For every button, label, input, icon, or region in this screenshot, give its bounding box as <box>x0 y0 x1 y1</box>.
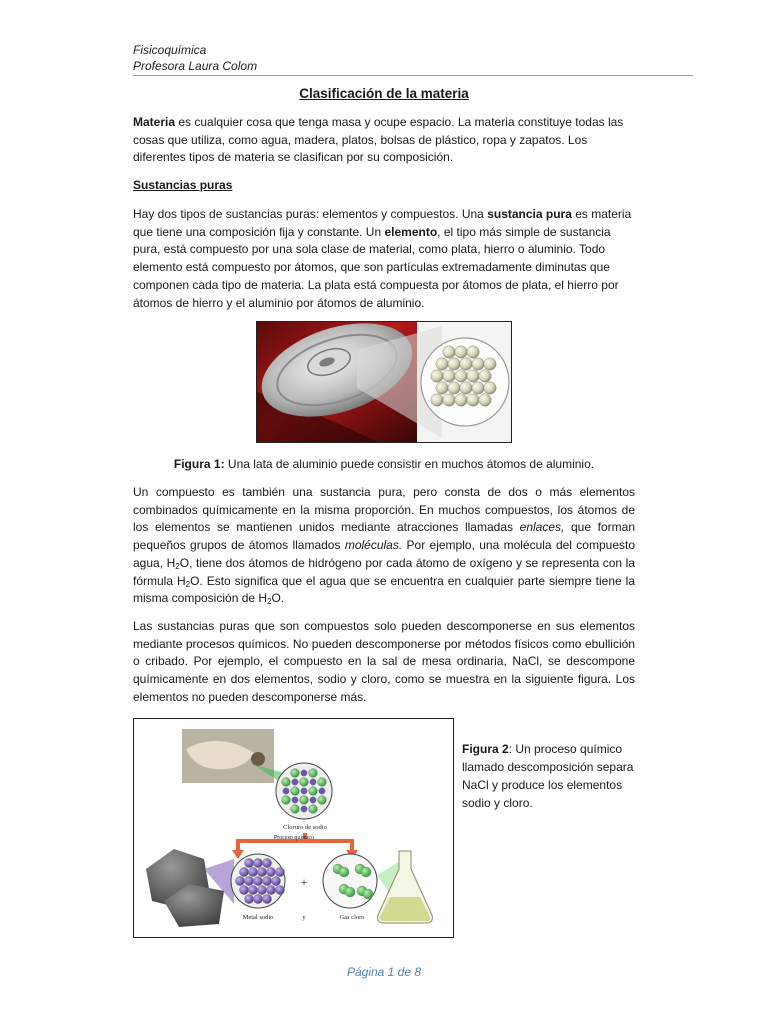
aluminum-atom <box>467 394 479 406</box>
pure-text-3: , el tipo más simple de sustancia pura, está compuesto por una sola clase de material, como plata, hierro o aluminio. Todo elemento está compuesto por átomos, que son partículas extremadamente diminutas que componen cada tipo de materia. La plata está compuesta por átomos de plata, el hierro por átomos de hierro y el aluminio por átomos de aluminio. <box>133 224 619 310</box>
compound-term-enlaces: enlaces, <box>519 520 565 535</box>
compound-text-3: Por ejemplo, una molécula del compuesto agua, H <box>133 538 635 570</box>
aluminum-atom <box>455 394 467 406</box>
nacl-atom <box>292 779 298 785</box>
nacl-atom <box>291 805 300 814</box>
aluminum-atom <box>455 346 467 358</box>
chlorine-atom <box>345 887 355 897</box>
aluminum-atom <box>484 382 496 394</box>
sodium-atom <box>266 885 275 894</box>
nacl-atom <box>291 787 300 796</box>
aluminum-atom <box>472 382 484 394</box>
sodium-atom <box>244 876 253 885</box>
aluminum-atom <box>467 370 479 382</box>
nacl-atom <box>310 779 316 785</box>
nacl-atom <box>309 769 318 778</box>
figure-2-text: : Un proceso químico llamado descomposición separa NaCl y produce los elementos sodio y cloro. <box>462 742 634 810</box>
sodium-atom <box>248 885 257 894</box>
sodium-atom <box>271 876 280 885</box>
decomposition-paragraph: Las sustancias puras que son compuestos solo pueden descomponerse en sus elementos mediante procesos químicos. No pueden descomponerse por métodos físicos como ebullición o cribado. Por ejemplo, el compuesto en la sal de mesa ordinaria, NaCl, se descompone químicamente en dos elementos, sodio y cloro, como se muestra en la siguiente figura. Los elementos no pueden descomponerse más. <box>133 619 635 704</box>
aluminum-atom <box>431 370 443 382</box>
subscript-2: 2 <box>185 579 191 589</box>
label-proceso-quimico: Proceso químico <box>273 835 315 841</box>
aluminum-atom <box>467 346 479 358</box>
compound-term-moleculas: moléculas. <box>344 538 403 553</box>
nacl-atom <box>309 805 318 814</box>
aluminum-atom <box>455 370 467 382</box>
chlorine-atom <box>363 889 373 899</box>
aluminum-atom <box>436 382 448 394</box>
page-number-footer: Página 1 de 8 <box>346 965 422 979</box>
plus-sign: + <box>300 875 308 889</box>
aluminum-atom <box>479 394 491 406</box>
figure-2-caption <box>462 740 642 812</box>
label-y: y <box>302 914 306 921</box>
sodium-atom <box>248 867 257 876</box>
sodium-atom <box>235 876 244 885</box>
header-teacher: Profesora Laura Colom <box>133 59 258 73</box>
subscript-2: 2 <box>267 597 272 607</box>
nacl-atom <box>291 769 300 778</box>
sodium-atom <box>262 858 271 867</box>
nacl-atom <box>309 787 318 796</box>
subscript-2: 2 <box>175 561 180 571</box>
chlorine-atom <box>339 867 349 877</box>
sodium-atom <box>275 885 284 894</box>
pure-substances-paragraph <box>133 206 635 312</box>
sodium-atom <box>275 867 284 876</box>
aluminum-atom <box>460 358 472 370</box>
sodium-atom <box>253 894 262 903</box>
figure-1-caption <box>0 457 768 471</box>
sodium-atom <box>239 867 248 876</box>
nacl-atom <box>282 778 291 787</box>
pure-text-1: Hay dos tipos de sustancias puras: elementos y compuestos. Una <box>133 207 488 221</box>
sodium-atom <box>239 885 248 894</box>
aluminum-atom <box>443 370 455 382</box>
label-cloruro-de-sodio: Cloruro de sodio <box>283 824 327 831</box>
aluminum-atom <box>484 358 496 370</box>
label-metal-sodio: Metal sodio <box>242 914 274 921</box>
figure-1-aluminum-can-image <box>256 321 512 443</box>
aluminum-atom <box>443 394 455 406</box>
nacl-atom <box>318 796 327 805</box>
compound-text-6: O. <box>271 591 285 606</box>
aluminum-atom <box>460 382 472 394</box>
aluminum-atom <box>448 358 460 370</box>
pure-term-sustancia: sustancia pura <box>487 207 572 221</box>
sodium-atom <box>253 858 262 867</box>
figure-2-label: Figura 2 <box>462 742 509 756</box>
aluminum-atom <box>448 382 460 394</box>
nacl-atom <box>292 797 298 803</box>
intro-paragraph <box>133 114 635 167</box>
compound-text-4: O, tiene dos átomos de hidrógeno por cada átomo de oxígeno y se representa con la fórmula H <box>133 555 636 588</box>
nacl-atom <box>283 788 289 794</box>
sodium-atom <box>262 876 271 885</box>
page-header <box>133 42 693 74</box>
sodium-atom <box>257 885 266 894</box>
sodium-atom <box>253 876 262 885</box>
compound-text-2: que forman pequeños grupos de átomos llamados <box>133 520 635 553</box>
sodium-atom <box>262 894 271 903</box>
sodium-atom <box>244 894 253 903</box>
nacl-atom <box>318 778 327 787</box>
document-title: Clasificación de la materia <box>299 86 469 101</box>
pure-text-2: es materia que tiene una composición fija y constante. Un <box>133 207 632 239</box>
nacl-atom <box>300 796 309 805</box>
figure-2-decomposition-image <box>133 718 454 938</box>
section-heading-pure-substances: Sustancias puras <box>133 178 233 192</box>
nacl-atom <box>301 806 307 812</box>
header-divider <box>133 75 693 76</box>
sodium-atom <box>244 858 253 867</box>
sodium-atom <box>266 867 275 876</box>
header-subject: Fisicoquímica <box>133 43 207 57</box>
sodium-atom <box>257 867 266 876</box>
nacl-atom <box>300 778 309 787</box>
aluminum-atom <box>443 346 455 358</box>
label-gas-cloro: Gas cloro <box>339 914 365 921</box>
nacl-atom <box>282 796 291 805</box>
figure-1-text: Una lata de aluminio puede consistir en muchos átomos de aluminio. <box>224 457 595 471</box>
nacl-atom <box>310 797 316 803</box>
pure-term-elemento: elemento <box>384 224 438 239</box>
nacl-atom <box>301 788 307 794</box>
nacl-atom <box>319 788 325 794</box>
aluminum-atom <box>479 370 491 382</box>
compound-paragraph <box>133 484 635 608</box>
compound-text-5: O. Esto significa que el agua que se encuentra en cualquier parte siempre tiene la misma composición de H <box>133 573 635 606</box>
aluminum-atom <box>472 358 484 370</box>
figure-1-label: Figura 1: <box>173 457 225 471</box>
intro-term: Materia <box>133 115 176 129</box>
aluminum-atom <box>436 358 448 370</box>
nacl-atom <box>301 770 307 776</box>
aluminum-atom <box>431 394 443 406</box>
chlorine-atom <box>361 867 371 877</box>
compound-text-1: Un compuesto es también una sustancia pura, pero consta de dos o más elementos combinados químicamente en la misma proporción. En muchos compuestos, los átomos de los elementos se mantienen unidos mediante atracciones llamadas <box>133 485 635 535</box>
intro-text: es cualquier cosa que tenga masa y ocupe espacio. La materia constituye todas las cosas que utiliza, como agua, madera, platos, bolsas de plástico, ropa y zapatos. Los diferentes tipos de materia se clasifican por su composición. <box>133 115 624 165</box>
